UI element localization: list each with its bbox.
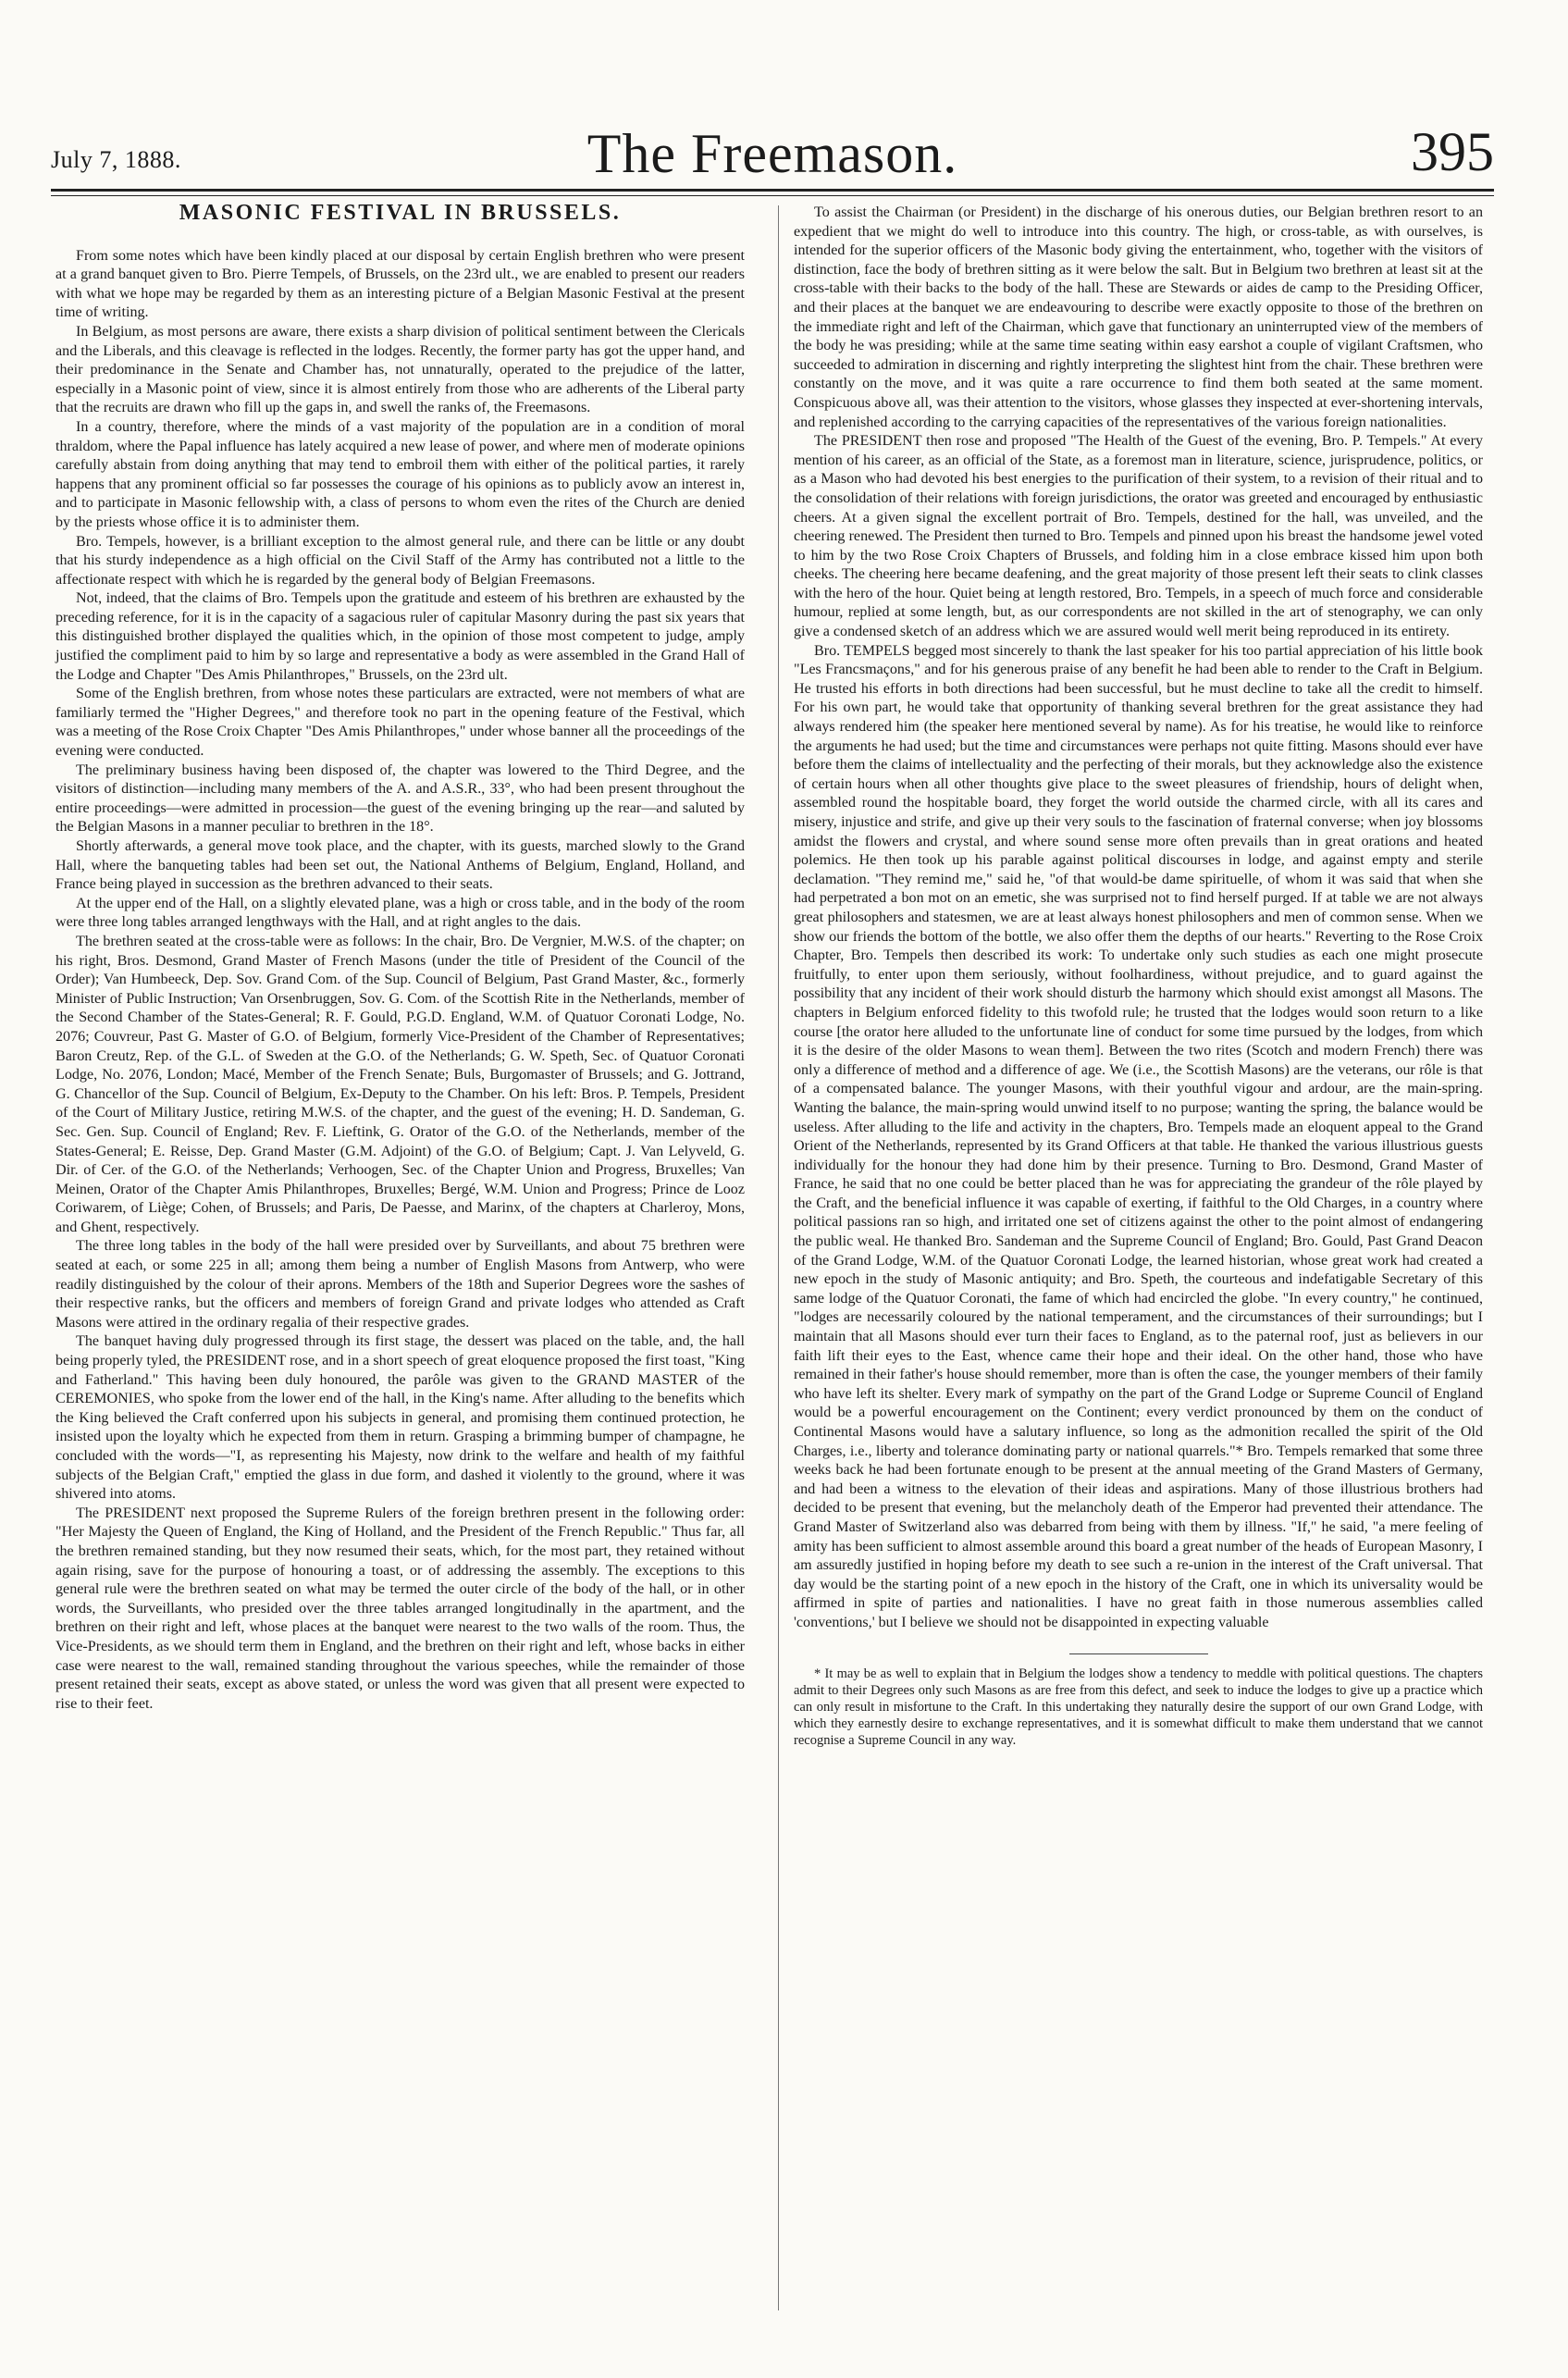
paragraph: The three long tables in the body of the hall were presided over by Surveillants, and about 75 brethren were seated at each, or some 225 in all; among them being a number of English Masons from Antwerp, who were readily distinguished by the colour of their aprons. Members of the 18th and Superior Degrees wore the sashes of their respective ranks, but the officers and members of foreign Grand and private lodges who attended as Craft Masons were attired in the ordinary regalia of their respective grades. <box>56 1238 745 1331</box>
paragraph: In Belgium, as most persons are aware, there exists a sharp division of political sentiment between the Clericals and the Liberals, and this cleavage is reflected in the lodges. Recently, the former party has got the upper hand, and their predominance in the Senate and Chamber has, not unnaturally, operated to the prejudice of the latter, especially in a Masonic point of view, since it is almost entirely from those who are adherents of the Liberal party that the recruits are drawn who fill up the gaps in, and swell the ranks of, the Freemasons. <box>56 323 745 416</box>
paragraph: The PRESIDENT next proposed the Supreme Rulers of the foreign brethren present in the following order: "Her Majesty the Queen of England, the King of Holland, and the President of the French Republic." Thus far, all the brethren remained standing, but they now resumed their seats, which, for the most part, they retained without again rising, save for the purpose of honouring a toast, or of addressing the assembly. The exceptions to this general rule were the brethren seated on what may be termed the outer circle of the body of the hall, or in other words, the Surveillants, who presided over the three tables arranged longitudinally in the apartment, and the brethren on their right and left, whose places at the banquet were nearest to the two walls of the room. Thus, the Vice-Presidents, as we should term them in England, and the brethren on their right and left, whose backs in either case were nearest to the wall, remained standing throughout the various speeches, while the remainder of those present retained their seats, except as above stated, or unless the word was given that all present were expected to rise to their feet. <box>56 1505 745 1712</box>
paragraph: From some notes which have been kindly placed at our disposal by certain English brethren who were present at a grand banquet given to Bro. Pierre Tempels, of Brussels, on the 23rd ult., we are enabled to present our readers with what we hope may be regarded by them as an interesting picture of a Belgian Masonic Festival at the present time of writing. <box>56 247 745 321</box>
paragraph: The banquet having duly progressed through its first stage, the dessert was placed on the table, and, the hall being properly tyled, the PRESIDENT rose, and in a short speech of great eloquence proposed the first toast, "King and Fatherland." This having been duly honoured, the parôle was given to the GRAND MASTER of the CEREMONIES, who spoke from the lower end of the hall, in the King's name. After alluding to the benefits which the King believed the Craft conferred upon his subjects in general, and promising them continued protection, he insisted upon the loyalty which he expected from them in return. Grasping a brimming bumper of champagne, he concluded with the words—"I, as representing his Majesty, now drink to the welfare and health of my faithful subjects of the Belgian Craft," emptied the glass in due form, and dashed it violently to the ground, where it was shivered into atoms. <box>56 1333 745 1503</box>
paragraph: The PRESIDENT then rose and proposed "The Health of the Guest of the evening, Bro. P. Tempels." At every mention of his career, as an official of the State, as a foremost man in literature, science, jurisprudence, politics, or as a Mason who had devoted his best energies to the purification of their system, to a revision of their ritual and to the consolidation of their relations with foreign jurisdictions, the orator was greeted and encouraged by enthusiastic cheers. At a given signal the excellent portrait of Bro. Tempels, destined for the hall, was unveiled, and the cheering renewed. The President then turned to Bro. Tempels and pinned upon his breast the handsome jewel voted to him by the two Rose Croix Chapters of Brussels, and folding him in a close embrace kissed him upon both cheeks. The cheering here became deafening, and the great majority of those present left their seats to clink classes with the hero of the hour. Quiet being at length restored, Bro. Tempels, in a speech of much force and considerable humour, replied at some length, but, as our correspondents are not skilled in the art of stenography, we can only give a condensed sketch of an address which we are assured would well merit being reproduced in its entirety. <box>794 433 1483 640</box>
paragraph: Bro. Tempels, however, is a brilliant exception to the almost general rule, and there can be little or any doubt that his sturdy independence as a high official on the Civil Staff of the Army has contributed not a little to the affectionate respect with which he is regarded by the general body of Belgian Freemasons. <box>56 533 745 588</box>
column-divider <box>778 205 779 2310</box>
footnote: * It may be as well to explain that in Belgium the lodges show a tendency to meddle with political questions. The chapters admit to their Degrees only such Masons as are free from this defect, and seek to induce the lodges to give up a practice which can only result in misfortune to the Craft. In this undertaking they naturally desire the support of our own Grand Lodge, with which they earnestly desire to exchange representatives, and it is somewhat difficult to make them understand that we cannot recognise a Supreme Council in any way. <box>794 1666 1483 1749</box>
masthead-rule-thin <box>51 195 1494 196</box>
left-column <box>56 201 745 1714</box>
issue-date: July 7, 1888. <box>51 146 181 173</box>
masthead <box>51 121 1494 194</box>
masthead-rule <box>51 189 1494 192</box>
publication-title: The Freemason. <box>586 123 958 184</box>
paragraph: Not, indeed, that the claims of Bro. Tempels upon the gratitude and esteem of his brethren are exhausted by the preceding reference, for it is in the capacity of a sagacious ruler of capitular Masonry during the past six years that this distinguished brother displayed the qualities which, in the opinion of those most competent to judge, amply justified the compliment paid to him by so large and representative a body as were assembled in the Grand Hall of the Lodge and Chapter "Des Amis Philanthropes," Brussels, on the 23rd ult. <box>56 590 745 683</box>
page-number: 395 <box>1411 121 1494 182</box>
paragraph: At the upper end of the Hall, on a slightly elevated plane, was a high or cross table, and in the body of the room were three long tables arranged lengthways with the Hall, and at right angles to the dais. <box>56 895 745 931</box>
paragraph: Some of the English brethren, from whose notes these particulars are extracted, were not members of what are familiarly termed the "Higher Degrees," and therefore took no part in the opening feature of the Festival, which was a meeting of the Rose Croix Chapter "Des Amis Philanthropes," under whose banner all the proceedings of the evening were conducted. <box>56 686 745 760</box>
paragraph: The preliminary business having been disposed of, the chapter was lowered to the Third Degree, and the visitors of distinction—including many members of the A. and A.S.R., 33°, who had been present throughout the entire proceedings—were admitted in procession—the guest of the evening bringing up the rear—and saluted by the Belgian Masons in a manner peculiar to brethren in the 18°. <box>56 762 745 836</box>
paragraph: The brethren seated at the cross-table were as follows: In the chair, Bro. De Vergnier, M.W.S. of the chapter; on his right, Bros. Desmond, Grand Master of French Masons (under the title of President of the Council of the Order); Van Humbeeck, Dep. Sov. Grand Com. of the Sup. Council of Belgium, Past Grand Master, &c., formerly Minister of Public Instruction; Van Orsenbruggen, Sov. G. Com. of the Scottish Rite in the Netherlands, member of the Second Chamber of the States-General; R. F. Gould, P.G.D. England, W.M. of Quatuor Coronati Lodge, No. 2076; Couvreur, Past G. Master of G.O. of Belgium, formerly Vice-President of the Chamber of Representatives; Baron Creutz, Rep. of the G.L. of Sweden at the G.O. of the Netherlands; G. W. Speth, Sec. of Quatuor Coronati Lodge, No. 2076, London; Macé, Member of the French Senate; Buls, Burgomaster of Brussels; and G. Jottrand, G. Chancellor of the Sup. Council of Belgium, Ex-Deputy to the Chamber. On his left: Bros. P. Tempels, President of the Court of Military Justice, retiring M.W.S. of the chapter, and the guest of the evening; H. D. Sandeman, G. Sec. Gen. Sup. Council of England; Rev. F. Lieftink, G. Orator of the G.O. of the Netherlands, member of the States-General; E. Reisse, Dep. Grand Master (G.M. Adjoint) of the G.O. of Belgium; Capt. J. Van Lelyveld, G. Dir. of Cer. of the G.O. of the Netherlands; Verhoogen, Sec. of the Chapter Union and Progress, Bruxelles; Van Meinen, Orator of the Chapter Amis Philanthropes, Bruxelles; Bergé, W.M. Union and Progress; Prince de Looz Coriwarem, of Liège; Cohen, of Brussels; and Paris, De Paesse, and Marinx, of the chapters at Charleroy, Mons, and Ghent, respectively. <box>56 933 745 1235</box>
footnote-rule <box>1069 1653 1208 1654</box>
paragraph: Shortly afterwards, a general move took place, and the chapter, with its guests, marched slowly to the Grand Hall, where the banqueting tables had been set out, the National Anthems of Belgium, England, Holland, and France being played in succession as the brethren advanced to their seats. <box>56 838 745 893</box>
paragraph: Bro. TEMPELS begged most sincerely to thank the last speaker for his too partial appreciation of his little book "Les Francsmaçons," and for his generous praise of any benefit he had been able to render to the Craft in Belgium. He trusted his efforts in both directions had been successful, but he must decline to take all the credit to himself. For his own part, he would take that opportunity of thanking several brethren for the great assistance they had always rendered him (the speaker here mentioned several by name). As for his treatise, he would like to reinforce the arguments he had used; but the time and circumstances were perhaps not quite fitting. Masons should ever have before them the claims of intellectuality and the perfecting of their morals, but they acknowledge also the existence of certain hours when all other thoughts give place to the sweet pleasures of friendship, hours of delight when, assembled round the hospitable board, they forget the world outside the charmed circle, with all its cares and misery, injustice and strife, and give up their very souls to the fascination of fraternal converse; when joy blossoms amidst the flowers and crystal, and where sound sense more often prevails than in great orations and heated polemics. He then took up his parable against political discourses in lodge, and against empty and sterile declamation. "They remind me," said he, "of that would-be dame spirituelle, of whom it was said that when she had perpetrated a bon mot on an emetic, she was surprised not to find herself purged. If at table we are not always great philosophers and statesmen, we are at least always honest philosophers and men of common sense. When we show our friends the bottom of the bottle, we also offer them the depths of our hearts." Reverting to the Rose Croix Chapter, Bro. Tempels then described its work: To undertake only such studies as each one might prosecute fruitfully, to enter upon them seriously, without foolhardiness, without prejudice, and to guard against the possibility that any incident of their work should disturb the harmony which should exist amongst all Masons. The chapters in Belgium enforced fidelity to this twofold rule; he trusted that the lodges would soon return to a like course [the orator here alluded to the unfortunate line of conduct for some time pursued by the lodges, from which it is the desire of the older Masons to wean them]. Between the two rites (Scotch and modern French) there was only a difference of method and a difference of age. We (i.e., the Scottish Masons) are the veterans, our rôle is that of a compensated balance. The younger Masons, with their youthful vigour and ardour, are the main-spring. Wanting the balance, the main-spring would unwind itself to no purpose; wanting the spring, the balance would be useless. After alluding to the life and activity in the chapters, Bro. Tempels made an eloquent appeal to the Grand Orient of the Netherlands, represented by its Grand Officers at that table. He thanked the various illustrious guests individually for the honour they had done him by their presence. Turning to Bro. Desmond, Grand Master of France, he said that no one could be better placed than he was for appreciating the grandeur of the rôle played by the Craft, and the beneficial influence it was capable of exerting, if faithful to the Old Charges, in a country where political passions ran so high, and irritated one set of citizens against the other to the point almost of endangering the public weal. He thanked Bro. Sandeman and the Supreme Council of England; Bro. Gould, Past Grand Deacon of the Grand Lodge, W.M. of the Quatuor Coronati Lodge, the learned historian, whose great work had created a new epoch in the study of Masonic antiquity; and Bro. Speth, the courteous and indefatigable Secretary of this same lodge of the Quatuor Coronati, the fame of which had encircled the globe. "In every country," he continued, "lodges are necessarily coloured by the national temperament, and the circumstances of their surroundings; but I maintain that all Masons should ever turn their faces to England, as to the paternal roof, just as believers in our faith lift their eyes to the East, whence came their hope and their ideal. On the other hand, those who have remained in their father's house should remember, more than is often the case, the younger members of their family who have left its shelter. Every mark of sympathy on the part of the Grand Lodge or Supreme Council of England would be a powerful encouragement on the Continent; every verdict pronounced by them on the conduct of Continental Masons would have a salutary influence, so long as the admonition recalled the spirit of the Old Charges, i.e., liberty and tolerance dominating party or national quarrels."* Bro. Tempels remarked that some three weeks back he had been fortunate enough to be present at the annual meeting of the Grand Masters of Germany, and had been a witness to the elevation of their ideas and aspirations. Many of those illustrious brothers had decided to be present that evening, but the melancholy death of the Emperor had prevented their attendance. The Grand Master of Switzerland also was debarred from being with them by illness. "If," he said, "a mere feeling of amity has been sufficient to almost assemble around this board a great number of the heads of European Masonry, I am assuredly justified in hoping before my death to see such a re-union in the interest of the Craft universal. That day would be the starting point of a new epoch in the history of the Craft, one in which its universality would be affirmed in spite of parties and nationalities. I have no great faith in those numerous assemblies called 'conventions,' but I believe we should not be disappointed in expecting valuable <box>794 642 1483 1630</box>
article-headline: MASONIC FESTIVAL IN BRUSSELS. <box>179 201 622 225</box>
paragraph: In a country, therefore, where the minds of a vast majority of the population are in a condition of moral thraldom, where the Papal influence has lately acquired a new lease of power, and where men of moderate opinions carefully abstain from doing anything that may tend to embroil them with either of the political parties, it rarely happens that any prominent official so far possesses the courage of his opinions as to publicly avow an interest in, and to participate in Masonic fellowship with, a class of persons to whom even the rites of the Church are denied by the priests whose office it is to administer them. <box>56 418 745 530</box>
right-column <box>794 204 1483 1750</box>
paragraph: To assist the Chairman (or President) in the discharge of his onerous duties, our Belgian brethren resort to an expedient that we might do well to introduce into this country. The high, or cross-table, as with ourselves, is intended for the superior officers of the Masonic body giving the entertainment, who, together with the visitors of distinction, face the body of brethren sitting as it were below the salt. But in Belgium two brethren at least sit at the cross-table with their backs to the body of the hall. These are Stewards or aides de camp to the Presiding Officer, and their places at the banquet we are endeavouring to describe were exactly opposite to those of the brethren on the immediate right and left of the Chairman, which gave that functionary an uninterrupted view of the members of the body he was presiding; while at the same time seating within easy earshot a couple of vigilant Craftsmen, who succeeded to admiration in discerning and rightly interpreting the slightest hint from the chair. These brethren were constantly on the move, and it was quite a rare occurrence to find them both seated at the same moment. Conspicuous above all, was their attention to the visitors, whose glasses they inspected at ever-shortening intervals, and replenished according to the carrying capacities of the representatives of the various foreign nationalities. <box>794 204 1483 430</box>
